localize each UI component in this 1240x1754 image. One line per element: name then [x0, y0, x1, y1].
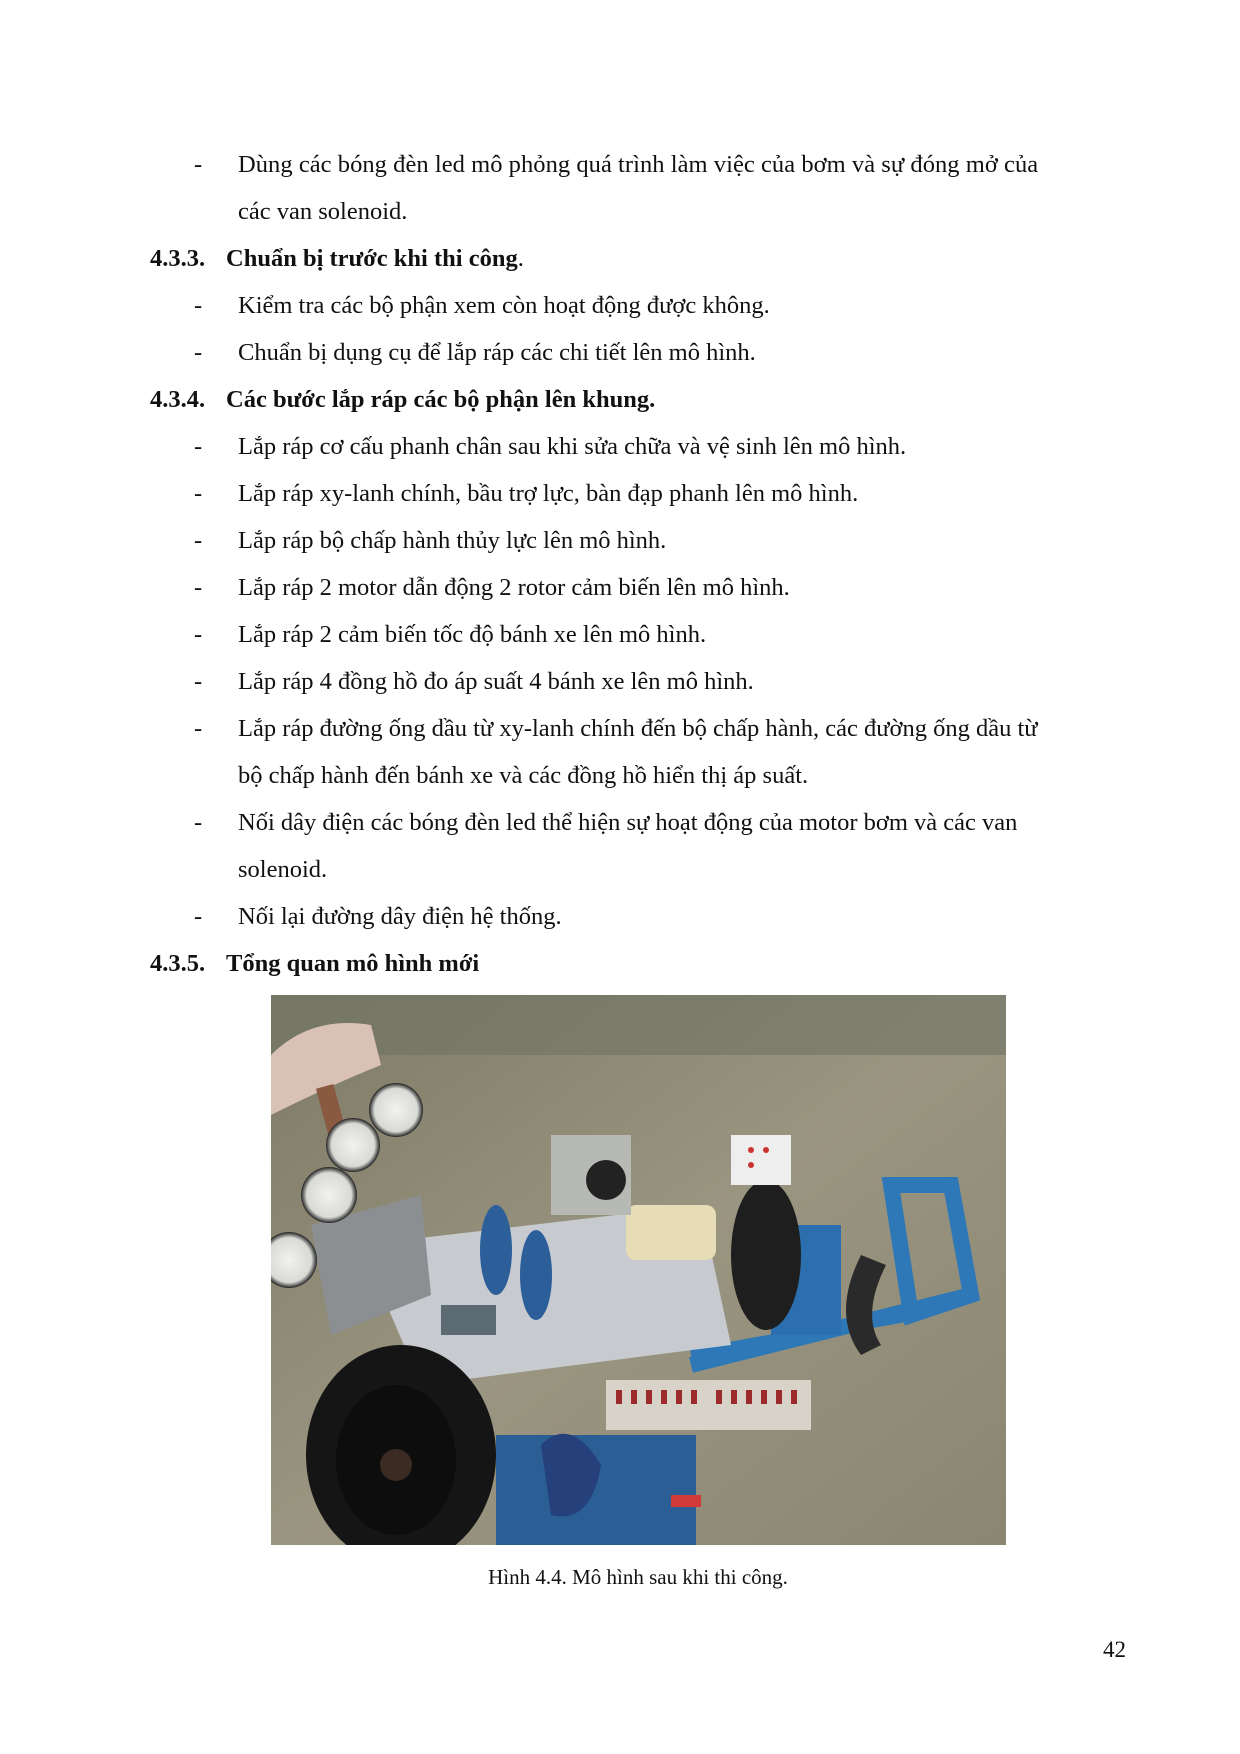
bullet-text: Nối lại đường dây điện hệ thống. [238, 903, 562, 930]
bullet-dash: - [194, 809, 203, 836]
heading-number: 4.3.5. [150, 950, 206, 977]
bullet-text: Chuẩn bị dụng cụ để lắp ráp các chi tiết lên mô hình. [238, 339, 756, 366]
bullet-dash: - [194, 574, 203, 601]
bullet-dash: - [194, 668, 203, 695]
bullet-text-cont: bộ chấp hành đến bánh xe và các đồng hồ hiển thị áp suất. [238, 762, 809, 789]
bullet-text: Nối dây điện các bóng đèn led thể hiện sự hoạt động của motor bơm và các van [238, 809, 1018, 836]
bullet-dash: - [194, 621, 203, 648]
bullet-dash: - [194, 151, 203, 178]
figure-caption: Hình 4.4. Mô hình sau khi thi công. [488, 1565, 788, 1589]
bullet-text: Lắp ráp bộ chấp hành thủy lực lên mô hình. [238, 527, 667, 554]
heading-number: 4.3.3. [150, 245, 206, 272]
page-number: 42 [1103, 1637, 1126, 1662]
bullet-text: Dùng các bóng đèn led mô phỏng quá trình làm việc của bơm và sự đóng mở của [238, 151, 1039, 178]
bullet-text: Kiểm tra các bộ phận xem còn hoạt động được không. [238, 292, 770, 319]
bullet-dash: - [194, 715, 203, 742]
bullet-dash: - [194, 433, 203, 460]
bullet-dash: - [194, 292, 203, 319]
heading-suffix: . [517, 245, 524, 272]
heading-title: Các bước lắp ráp các bộ phận lên khung. [226, 386, 656, 413]
figure-photo-brake-model [271, 995, 1006, 1545]
bullet-dash: - [194, 480, 203, 507]
heading-number: 4.3.4. [150, 386, 206, 413]
bullet-text: Lắp ráp đường ống dầu từ xy-lanh chính đến bộ chấp hành, các đường ống dầu từ [238, 715, 1038, 742]
bullet-text-cont: các van solenoid. [238, 198, 408, 225]
bullet-text: Lắp ráp 2 cảm biến tốc độ bánh xe lên mô hình. [238, 621, 707, 648]
bullet-text: Lắp ráp xy-lanh chính, bầu trợ lực, bàn đạp phanh lên mô hình. [238, 480, 859, 507]
bullet-text: Lắp ráp 2 motor dẫn động 2 rotor cảm biến lên mô hình. [238, 574, 790, 601]
bullet-text: Lắp ráp cơ cấu phanh chân sau khi sửa chữa và vệ sinh lên mô hình. [238, 433, 907, 460]
heading-title: Chuẩn bị trước khi thi công [226, 245, 518, 272]
section-heading-4-3-3 [150, 244, 524, 274]
bullet-dash: - [194, 903, 203, 930]
bullet-dash: - [194, 527, 203, 554]
bullet-text-cont: solenoid. [238, 856, 328, 883]
section-heading-4-3-5 [150, 949, 479, 979]
bullet-text: Lắp ráp 4 đồng hồ đo áp suất 4 bánh xe lên mô hình. [238, 668, 754, 695]
bullet-dash: - [194, 339, 203, 366]
heading-title: Tổng quan mô hình mới [226, 950, 480, 977]
section-heading-4-3-4 [150, 385, 655, 415]
